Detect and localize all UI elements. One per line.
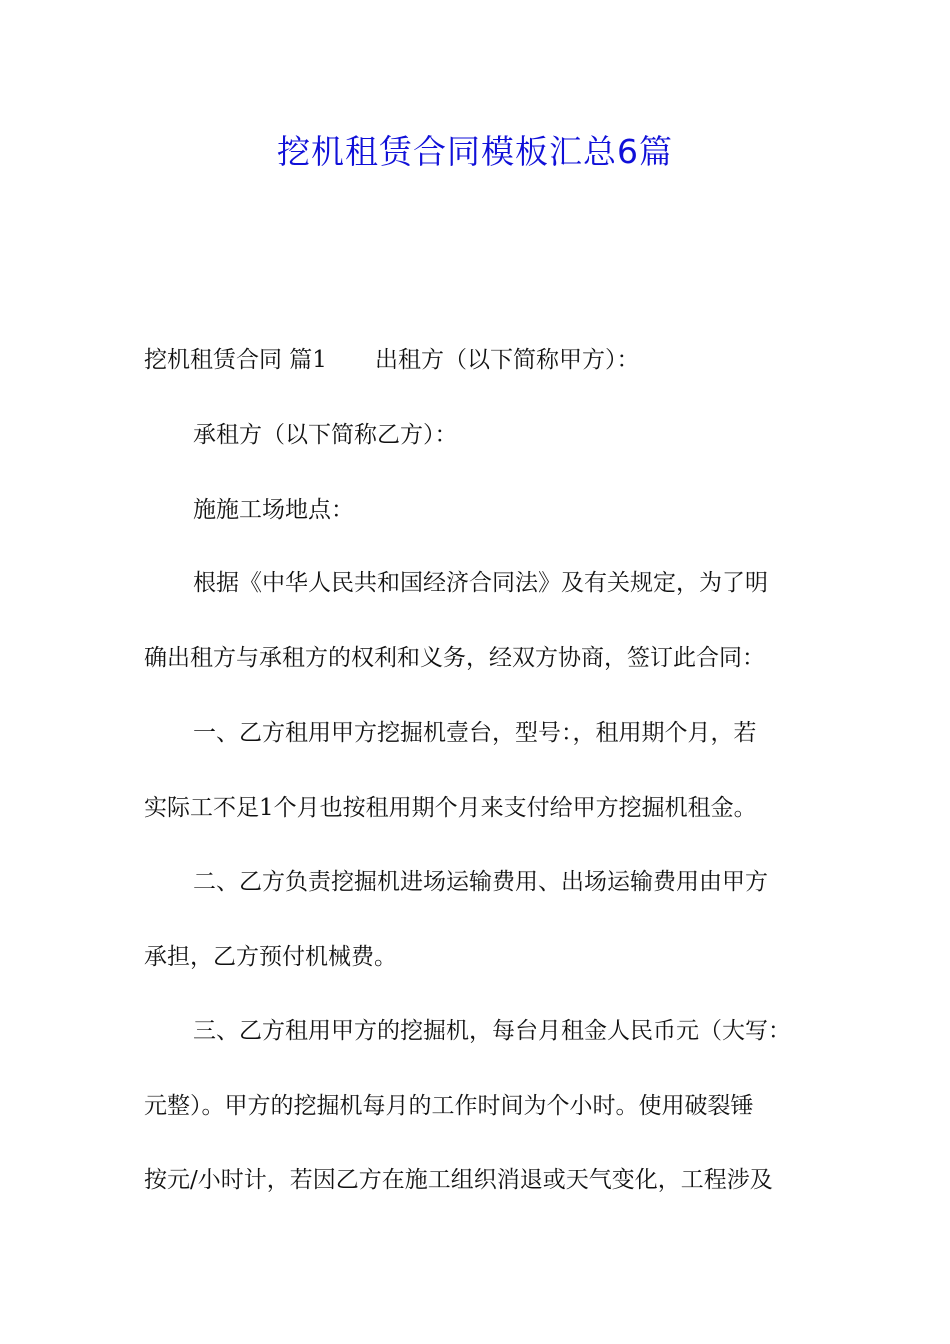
lessor-line: 出租方（以下简称甲方）： bbox=[374, 347, 640, 373]
site-line: 施施工场地点： bbox=[193, 497, 354, 523]
contract-heading: 挖机租赁合同 篇1 bbox=[144, 347, 327, 373]
document-title: 挖机租赁合同模板汇总6篇 bbox=[277, 132, 673, 171]
clause-3-line: 按元/小时计，若因乙方在施工组织消退或天气变化，工程涉及 bbox=[144, 1167, 773, 1193]
paragraph-line: 根据《中华人民共和国经济合同法》及有关规定，为了明 bbox=[193, 570, 768, 596]
lessee-line: 承租方（以下简称乙方）： bbox=[193, 422, 458, 448]
paragraph-line: 确出租方与承租方的权利和义务，经双方协商，签订此合同： bbox=[144, 645, 765, 671]
clause-1-line: 实际工不足1个月也按租用期个月来支付给甲方挖掘机租金。 bbox=[144, 795, 757, 821]
clause-2-line: 承担，乙方预付机械费。 bbox=[144, 944, 397, 970]
clause-3-line: 三、乙方租用甲方的挖掘机，每台月租金人民币元（大写： bbox=[193, 1018, 791, 1044]
clause-1-line: 一、乙方租用甲方挖掘机壹台，型号：，租用期个月，若 bbox=[193, 720, 757, 746]
clause-2-line: 二、乙方负责挖掘机进场运输费用、出场运输费用由甲方 bbox=[193, 869, 768, 895]
clause-3-line: 元整）。甲方的挖掘机每月的工作时间为个小时。使用破裂锤 bbox=[144, 1093, 754, 1119]
heading-line bbox=[144, 343, 814, 377]
